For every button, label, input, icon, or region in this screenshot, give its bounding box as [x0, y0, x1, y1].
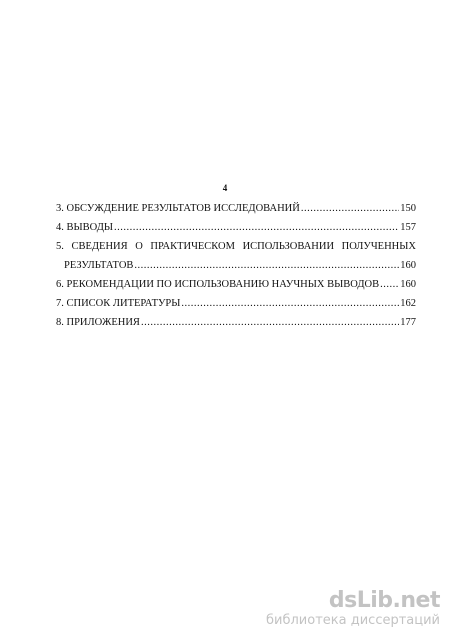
- toc-entry-conclusions[interactable]: [56, 218, 416, 237]
- toc-entry-page: 160: [400, 260, 416, 271]
- toc-entry-discussion[interactable]: [56, 199, 416, 218]
- dot-leader: [114, 218, 399, 237]
- toc-entry-label: 8. ПРИЛОЖЕНИЯ: [56, 317, 140, 328]
- dot-leader: [134, 256, 399, 275]
- toc-entry-label: 3. ОБСУЖДЕНИЕ РЕЗУЛЬТАТОВ ИССЛЕДОВАНИЙ: [56, 203, 300, 214]
- watermark-logo: dsLib.net: [328, 588, 440, 613]
- watermark-tagline: библиотека диссертаций: [266, 613, 440, 628]
- toc-entry-page: 160: [400, 279, 416, 290]
- toc-entry-practical-use-continued[interactable]: [56, 256, 416, 275]
- toc-entry-page: 150: [400, 203, 416, 214]
- toc-entry-page: 157: [400, 222, 416, 233]
- toc-entry-appendices[interactable]: [56, 313, 416, 332]
- page-number: 4: [222, 183, 228, 193]
- toc-entry-label: 7. СПИСОК ЛИТЕРАТУРЫ: [56, 298, 181, 309]
- dot-leader: [141, 313, 399, 332]
- toc-entry-label: 5. СВЕДЕНИЯ О ПРАКТИЧЕСКОМ ИСПОЛЬЗОВАНИИ ПОЛУЧЕННЫХ: [56, 241, 416, 252]
- toc-entry-references[interactable]: [56, 294, 416, 313]
- dot-leader: [301, 199, 399, 218]
- toc-entry-label: 6. РЕКОМЕНДАЦИИ ПО ИСПОЛЬЗОВАНИЮ НАУЧНЫХ ВЫВОДОВ: [56, 279, 380, 290]
- table-of-contents: [56, 199, 416, 332]
- toc-entry-page: 177: [400, 317, 416, 328]
- watermark: [266, 589, 440, 628]
- dot-leader: [380, 275, 399, 294]
- toc-entry-practical-use[interactable]: [56, 237, 416, 256]
- toc-entry-label: РЕЗУЛЬТАТОВ: [64, 260, 134, 271]
- toc-entry-page: 162: [400, 298, 416, 309]
- dot-leader: [181, 294, 399, 313]
- toc-entry-recommendations[interactable]: [56, 275, 416, 294]
- toc-entry-label: 4. ВЫВОДЫ: [56, 222, 114, 233]
